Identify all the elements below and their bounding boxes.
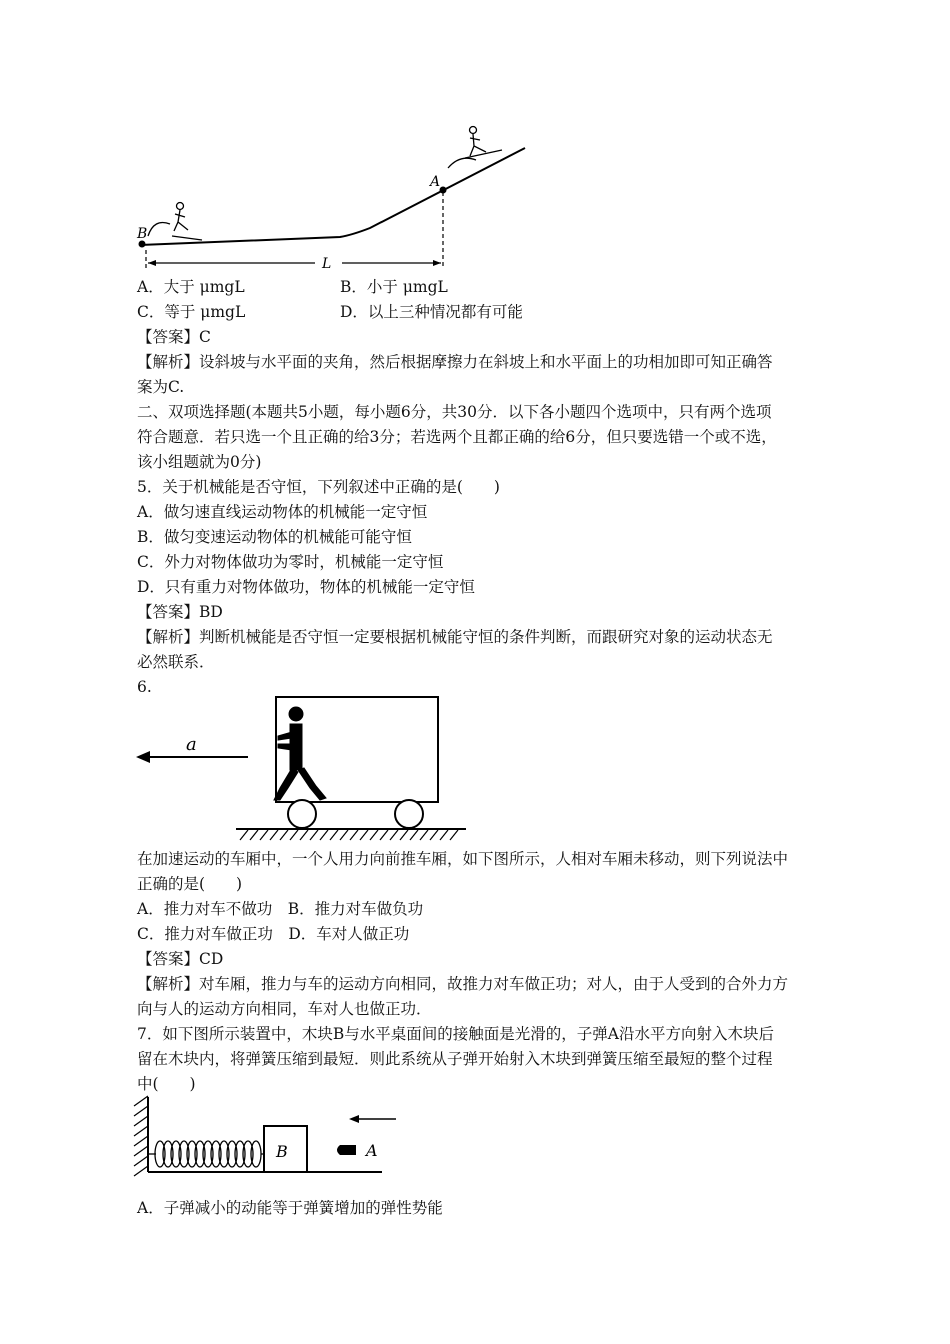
- car-push-figure: [130, 692, 480, 842]
- q4-analysis-line-1: 【解析】设斜坡与水平面的夹角，然后根据摩擦力在斜坡上和水平面上的功相加即可知正确答: [137, 353, 773, 371]
- section2-heading-line-1: 二、双项选择题(本题共5小题，每小题6分，共30分．以下各小题四个选项中，只有两个选项: [137, 403, 772, 421]
- q6-options-row-2: C．推力对车做正功 D．车对人做正功: [137, 925, 410, 943]
- q5-option-c: C．外力对物体做功为零时，机械能一定守恒: [137, 553, 444, 571]
- q6-stem-line-1: 在加速运动的车厢中，一个人用力向前推车厢，如下图所示，人相对车厢未移动，则下列说法中: [137, 850, 789, 868]
- q6-number: 6.: [137, 678, 152, 696]
- q4-option-c: C．等于 μmgL: [137, 303, 246, 321]
- q5-stem: 5．关于机械能是否守恒，下列叙述中正确的是( ): [137, 478, 500, 496]
- skier-top-icon: [448, 127, 502, 169]
- q6-stem-line-2: 正确的是( ): [137, 875, 243, 893]
- q7-stem-line-1: 7．如下图所示装置中，木块B与水平桌面间的接触面是光滑的，子弹A沿水平方向射入木块后: [137, 1025, 774, 1043]
- q4-option-b: B．小于 μmgL: [340, 278, 448, 296]
- q5-option-d: D．只有重力对物体做功，物体的机械能一定守恒: [137, 578, 475, 596]
- bullet-a: [337, 1145, 356, 1155]
- q4-option-d: D．以上三种情况都有可能: [340, 303, 523, 321]
- slope-skier-figure: [130, 118, 550, 278]
- q6-analysis-line-1: 【解析】对车厢，推力与车的运动方向相同，故推力对车做正功；对人，由于人受到的合外力方: [137, 975, 789, 993]
- person-icon: [274, 707, 326, 800]
- q5-analysis-line-2: 必然联系．: [137, 653, 215, 671]
- q7-stem-line-2: 留在木块内，将弹簧压缩到最短．则此系统从子弹开始射入木块到弹簧压缩至最短的整个过程: [137, 1050, 773, 1068]
- q7-stem-line-3: 中( ): [137, 1075, 196, 1093]
- spring: [148, 1141, 264, 1167]
- block-b-label: B: [276, 1142, 288, 1161]
- label-l: L: [322, 256, 332, 272]
- q4-option-a: A．大于 μmgL: [137, 278, 245, 296]
- ground-hatching: [240, 830, 458, 840]
- q5-option-b: B．做匀变速运动物体的机械能可能守恒: [137, 528, 412, 546]
- label-b: B: [137, 226, 148, 242]
- section2-heading-line-2: 符合题意．若只选一个且正确的给3分；若选两个且都正确的给6分，但只要选错一个或不选，: [137, 428, 777, 446]
- ground-line: [140, 148, 525, 245]
- wall-hatching: [134, 1096, 148, 1176]
- q6-answer: 【答案】CD: [137, 950, 224, 968]
- q7-option-a: A．子弹减小的动能等于弹簧增加的弹性势能: [137, 1199, 443, 1217]
- q5-analysis-line-1: 【解析】判断机械能是否守恒一定要根据机械能守恒的条件判断，而跟研究对象的运动状态无: [137, 628, 773, 646]
- wheel-left: [288, 800, 316, 828]
- wheel-right: [395, 800, 423, 828]
- label-a: A: [430, 174, 441, 190]
- accel-label: a: [186, 734, 197, 755]
- spring-block-figure: [128, 1092, 398, 1182]
- q6-options-row-1: A．推力对车不做功 B．推力对车做负功: [137, 900, 424, 918]
- q5-answer: 【答案】BD: [137, 603, 223, 621]
- q4-answer: 【答案】C: [137, 328, 211, 346]
- q4-analysis-line-2: 案为C.: [137, 378, 185, 396]
- skier-bottom-icon: [148, 203, 202, 241]
- section2-heading-line-3: 该小组题就为0分): [137, 453, 262, 471]
- q5-option-a: A．做匀速直线运动物体的机械能一定守恒: [137, 503, 428, 521]
- q6-analysis-line-2: 向与人的运动方向相同，车对人也做正功．: [137, 1000, 432, 1018]
- bullet-a-label: A: [366, 1141, 378, 1160]
